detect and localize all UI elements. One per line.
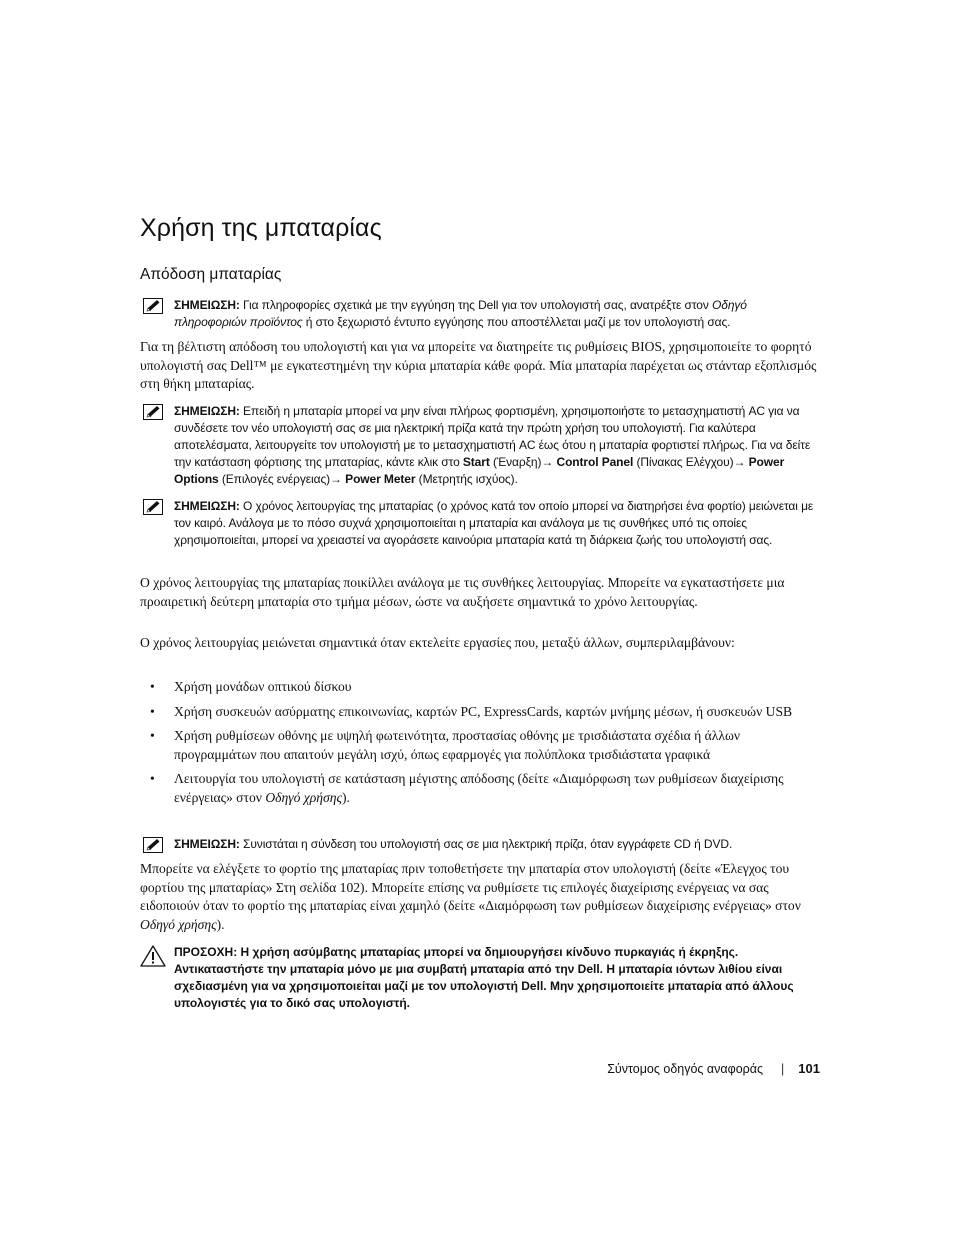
note-text: (Επιλογές ενέργειας)→ [218,472,346,486]
note-pencil-icon [143,837,163,853]
guide-reference: Οδηγό χρήσης [265,789,342,805]
footer-guide-title: Σύντομος οδηγός αναφοράς [607,1061,764,1076]
note-text: (Μετρητής ισχύος). [415,472,518,486]
guide-reference: Οδηγό πληροφοριών προϊόντος [174,298,747,329]
note-battery-life [140,498,818,549]
list-item-text: Χρήση ρυθμίσεων οθόνης με υψηλή φωτεινότητα, προστασίας οθόνης με τρισδιάστατα σχέδια ή άλλων προγραμμάτων που απαιτούν μεγάλη ισχύ, όπως εφαρμογές για πολύπλοκα τρισδιάστατα γραφικά [174,728,741,762]
note-ac-adapter [140,403,818,488]
page-number: 101 [798,1061,820,1076]
paragraph-operating-time: Ο χρόνος λειτουργίας της μπαταρίας ποικίλλει ανάλογα με τις συνθήκες λειτουργίας. Μπορείτε να εγκαταστήσετε μια προαιρετική δεύτερη μπαταρία στο τμήμα μέσων, ώστε να αυξήσετε σημαντικά το χρόνο λειτουργίας. [140,575,785,609]
bullet-marker: • [150,703,155,719]
list-item-text: Λειτουργία του υπολογιστή σε κατάσταση μέγιστης απόδοσης (δείτε «Διαμόρφωση των ρυθμίσεων διαχείρισης ενέργειας» στον [174,771,784,805]
guide-reference: Οδηγό χρήσης [140,916,217,932]
note-pencil-icon [143,404,163,420]
list-item [140,703,818,722]
note-label: ΣΗΜΕΙΩΣΗ: [174,404,240,418]
note-text: Ο χρόνος λειτουργίας της μπαταρίας (ο χρόνος κατά τον οποίο μπορεί να διατηρήσει ένα φορτίο) μειώνεται με τον καιρό. Ανάλογα με το πόσο συχνά χρησιμοποιείται η μπαταρία και ανάλογα με τις συνθήκες υπό τις οποίες χρησιμοποιείται, μπορεί να χρειαστεί να αγοράσετε καινούρια μπαταρία κατά τη διάρκεια ζωής του υπολογιστή σας. [174,499,814,547]
section-title: Απόδοση μπαταρίας [140,266,282,283]
note-pencil-icon [143,499,163,515]
note-label: ΣΗΜΕΙΩΣΗ: [174,499,240,513]
note-text: Επειδή η μπαταρία μπορεί να μην είναι πλήρως φορτισμένη, χρησιμοποιήστε το μετασχηματιστή AC για να συνδέσετε τον νέο υπολογιστή σας σε μια ηλεκτρική πρίζα κατά την πρώτη χρήση του υπολογιστή. Για καλύτερα αποτελέσματα, λειτουργείτε τον υπολογιστή με το μετασχηματιστή AC έως ότου η μπαταρία φορτιστεί πλήρως. Για να δείτε την κατάσταση φόρτισης της μπαταρίας, κάντε κλικ στο [174,404,811,469]
power-meter-term: Power Meter [345,472,416,486]
note-warranty [140,297,818,331]
power-options-term: Power Options [174,455,785,486]
caution-text: Η χρήση ασύμβατης μπαταρίας μπορεί να δημιουργήσει κίνδυνο πυρκαγιάς ή έκρηξης. Αντικαταστήστε την μπαταρία μόνο με μια συμβατή μπαταρία από την Dell. Η μπαταρία ιόντων λιθίου είναι σχεδιασμένη για να χρησιμοποιείται μαζί με τον υπολογιστή Dell. Μην χρησιμοποιείτε μπαταρία από άλλους υπολογιστές για το δικό σας υπολογιστή. [174,945,794,1010]
start-menu-term: Start [462,455,490,469]
paragraph-check-charge [140,860,818,934]
bullet-marker: • [150,728,155,743]
paragraph-reduced-time: Ο χρόνος λειτουργίας μειώνεται σημαντικά όταν εκτελείτε εργασίες που, μεταξύ άλλων, συμπεριλαμβάνουν: [140,635,735,650]
task-list [140,678,818,807]
list-item [140,678,818,697]
list-item-text: ). [341,789,350,805]
bullet-marker: • [150,679,155,694]
note-cd-dvd [140,836,818,853]
page-footer [607,1061,820,1076]
note-label: ΣΗΜΕΙΩΣΗ: [174,298,240,312]
list-item-text: Χρήση μονάδων οπτικού δίσκου [174,679,352,694]
note-text: (Πίνακας Ελέγχου)→ [633,455,749,469]
note-text: Συνιστάται η σύνδεση του υπολογιστή σας σε μια ηλεκτρική πρίζα, όταν εγγράφετε CD ή DVD. [243,837,733,851]
list-item-text: Χρήση συσκευών ασύρματης επικοινωνίας, καρτών PC, ExpressCards, καρτών μνήμης μέσων, ή συσκευών USB [174,703,793,719]
caution-block [140,944,818,1012]
bullet-marker: • [150,771,155,786]
note-text: ή στο ξεχωριστό έντυπο εγγύησης που αποστέλλεται μαζί με τον υπολογιστή σας. [302,315,731,329]
control-panel-term: Control Panel [556,455,634,469]
paragraph-bios: Για τη βέλτιστη απόδοση του υπολογιστή και για να μπορείτε να διατηρείτε τις ρυθμίσεις BIOS, χρησιμοποιείτε το φορητό υπολογιστή σας Dell™ με εγκατεστημένη την κύρια μπαταρία κάθε φορά. Μία μπαταρία παρέχεται ως στάνταρ εξοπλισμός στη θήκη μπαταρίας. [140,339,817,391]
paragraph-text: ). [216,916,225,932]
list-item [140,727,818,764]
paragraph-text: Μπορείτε να ελέγξετε το φορτίο της μπαταρίας πριν τοποθετήσετε την μπαταρία στον υπολογιστή (δείτε «Έλεγχος του φορτίου της μπαταρίας» Στη σελίδα 102). Μπορείτε επίσης να ρυθμίσετε τις επιλογές διαχείρισης ενέργειας να σας ειδοποιούν όταν το φορτίο της μπαταρίας είναι χαμηλό (δείτε «Διαμόρφωση των ρυθμίσεων διαχείρισης ενέργειας» στον [140,861,801,913]
note-pencil-icon [143,298,163,314]
caution-label: ΠΡΟΣΟΧΗ: [174,945,238,959]
footer-separator: | [781,1061,785,1076]
caution-triangle-icon [140,945,166,967]
note-text: Για πληροφορίες σχετικά με την εγγύηση της Dell για τον υπολογιστή σας, ανατρέξτε στον [243,298,713,312]
page-title: Χρήση της μπαταρίας [140,214,382,242]
note-text: (Έναρξη)→ [489,455,557,469]
note-label: ΣΗΜΕΙΩΣΗ: [174,837,240,851]
list-item [140,770,818,807]
